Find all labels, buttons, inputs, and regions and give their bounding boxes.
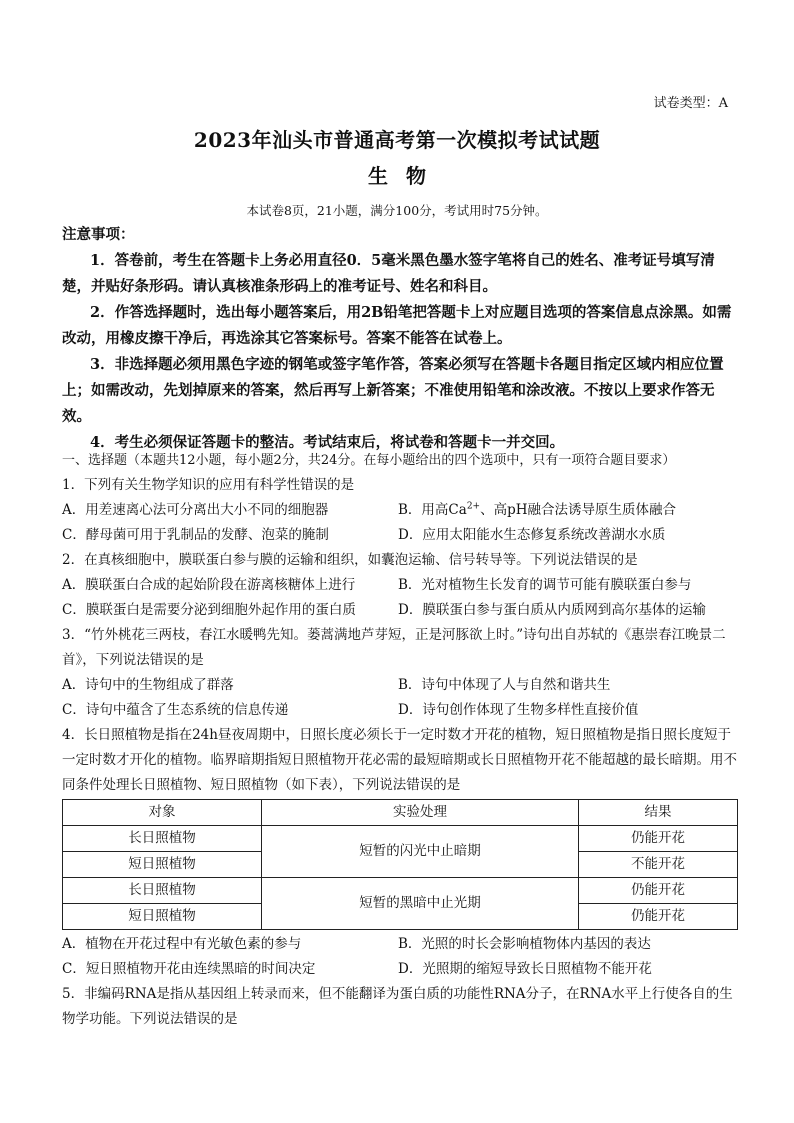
option-c: C．诗句中蕴含了生态系统的信息传递 [62,702,289,718]
table-cell: 短日照植物 [63,852,262,878]
question-2-stem: 2．在真核细胞中，膜联蛋白参与膜的运输和组织，如囊泡运输、信号转导等。下列说法错误的是 [62,552,638,568]
question-3-options-row [62,673,738,698]
option-d: D．应用太阳能水生态修复系统改善湖水水质 [398,527,666,543]
question-1-stem: 1．下列有关生物学知识的应用有科学性错误的是 [62,477,355,493]
notice-heading: 注意事项： [62,226,135,243]
table-cell: 不能开花 [579,852,738,878]
table-header-cell: 实验处理 [262,800,579,826]
table-row [63,878,738,904]
table-cell: 长日照植物 [63,826,262,852]
question-2-options-row [62,573,738,598]
table-cell: 短暂的闪光中止暗期 [262,826,579,878]
question-2-options-row [62,598,738,623]
subject-title: 生物 [368,164,444,188]
notice-section [62,222,738,456]
option-c: C．膜联蛋白是需要分泌到细胞外起作用的蛋白质 [62,602,356,618]
option-b: B．光照的时长会影响植物体内基因的表达 [398,936,651,952]
table-cell: 短日照植物 [63,904,262,930]
table-header-cell: 对象 [63,800,262,826]
table-cell: 短暂的黑暗中止光期 [262,878,579,930]
question-1-options-row [62,498,738,523]
table-header-cell: 结果 [579,800,738,826]
table-cell: 长日照植物 [63,878,262,904]
section-heading: 一、选择题（本题共12小题，每小题2分，共24分。在每小题给出的四个选项中，只有一项符合题目要求） [62,453,676,468]
option-a: A．膜联蛋白合成的起始阶段在游离核糖体上进行 [62,577,356,593]
option-b-pre: B．用高Ca [398,502,467,518]
table-header-row [63,800,738,826]
exam-title: 2023年汕头市普通高考第一次模拟考试试题 [193,128,601,152]
table-cell: 仍能开花 [579,904,738,930]
notice-item: 3．非选择题必须用黑色字迹的钢笔或签字笔作答，答案必须写在答题卡各题目指定区域内相应位置上；如需改动，先划掉原来的答案，然后再写上新答案；不准使用铅笔和涂改液。不按以上要求作答无效。 [62,356,724,425]
option-a: A．植物在开花过程中有光敏色素的参与 [62,936,302,952]
option-d: D．诗句创作体现了生物多样性直接价值 [398,702,639,718]
option-b: B．诗句中体现了人与自然和谐共生 [398,677,611,693]
notice-item: 2．作答选择题时，选出每小题答案后，用2B铅笔把答题卡上对应题目选项的答案信息点涂黑。如需改动，用橡皮擦干净后，再选涂其它答案标号。答案不能答在试卷上。 [62,304,732,347]
table-cell: 仍能开花 [579,878,738,904]
notice-item: 1．答卷前，考生在答题卡上务必用直径0．5毫米黑色墨水签字笔将自己的姓名、准考证号填写清楚，并贴好条形码。请认真核准条形码上的准考证号、姓名和科目。 [62,252,715,295]
option-a: A．诗句中的生物组成了群落 [62,677,234,693]
option-b-sup: 2+ [466,501,481,512]
question-4-options-row [62,932,738,957]
option-a: A．用差速离心法可分离出大小不同的细胞器 [62,502,329,518]
option-b-post: 、高pH融合法诱导原生质体融合 [480,502,677,518]
paper-info: 本试卷8页，21小题，满分100分，考试用时75分钟。 [246,203,548,218]
option-d: D．光照期的缩短导致长日照植物不能开花 [398,961,652,977]
option-c: C．短日照植物开花由连续黑暗的时间决定 [62,961,316,977]
exam-type-label: 试卷类型：A [653,96,728,111]
questions [62,448,738,1032]
option-c: C．酵母菌可用于乳制品的发酵、泡菜的腌制 [62,527,329,543]
question-5-stem: 5．非编码RNA是指从基因组上转录而来，但不能翻译为蛋白质的功能性RNA分子，在RNA水平上行使各自的生物学功能。下列说法错误的是 [62,986,733,1027]
option-d: D．膜联蛋白参与蛋白质从内质网到高尔基体的运输 [398,602,706,618]
question-3-stem: 3．“竹外桃花三两枝，春江水暖鸭先知。蒌蒿满地芦芽短，正是河豚欲上时。”诗句出自苏轼的《惠崇春江晚景二首》，下列说法错误的是 [62,627,726,668]
option-b: B．光对植物生长发育的调节可能有膜联蛋白参与 [398,577,692,593]
experiment-table [62,799,738,930]
option-b [398,498,676,523]
question-3-options-row [62,698,738,723]
question-1-options-row [62,523,738,548]
table-cell: 仍能开花 [579,826,738,852]
question-4-stem: 4．长日照植物是指在24h昼夜周期中，日照长度必须长于一定时数才开花的植物，短日照植物是指日照长度短于一定时数才开化的植物。临界暗期指短日照植物开花必需的最短暗期或长日照植物开花不能超越的最长暗期。用不同条件处理长日照植物、短日照植物（如下表），下列说法错误的是 [62,727,737,793]
question-4-options-row [62,957,738,982]
table-row [63,826,738,852]
notice-item: 4．考生必须保证答题卡的整洁。考试结束后，将试卷和答题卡一并交回。 [90,434,565,451]
